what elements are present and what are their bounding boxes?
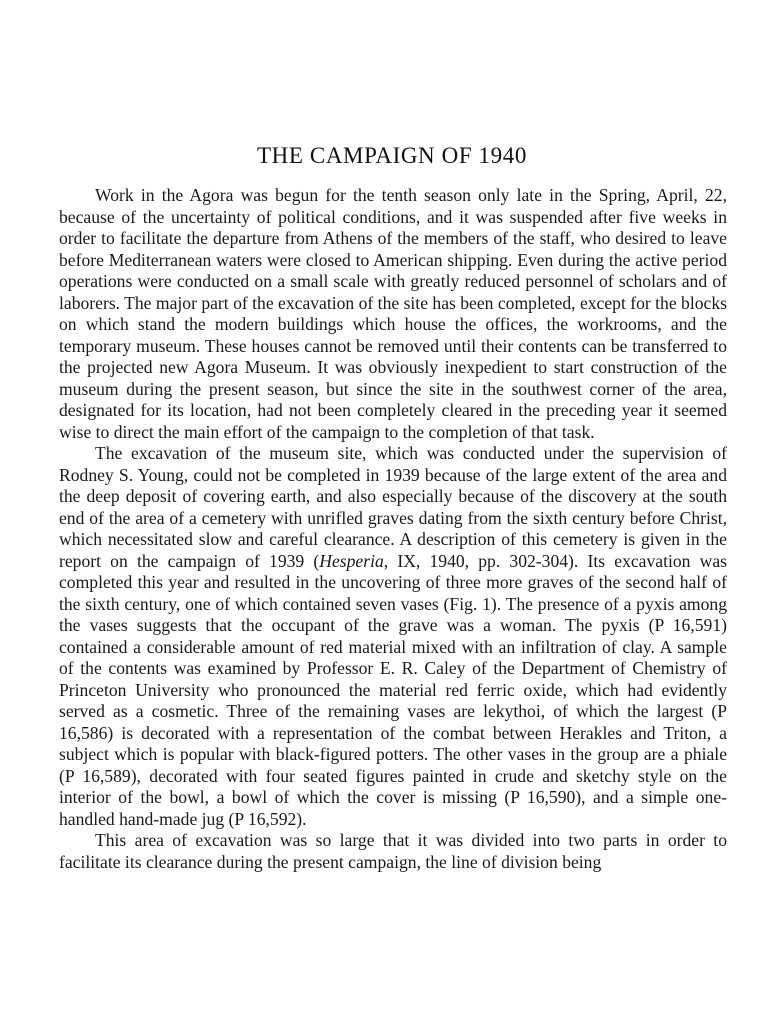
paragraph-1: Work in the Agora was begun for the tenth season only late in the Spring, April, 22, because of the uncertainty of political conditions, and it was suspended after five weeks in order to facilitate the departure from Athens of the members of the staff, who desired to leave before Mediterranean waters were closed to American shipping. Even during the active period operations were conducted on a small scale with greatly reduced personnel of scholars and of laborers. The major part of the excavation of the site has been completed, except for the blocks on which stand the modern buildings which house the offices, the workrooms, and the temporary museum. These houses cannot be removed until their contents can be transferred to the projected new Agora Museum. It was obviously inexpedient to start construction of the museum during the present season, but since the site in the southwest corner of the area, designated for its location, had not been completely cleared in the preceding year it seemed wise to direct the main effort of the campaign to the completion of that task.: [59, 185, 727, 442]
paragraph-3: This area of excavation was so large that it was divided into two parts in order to facilitate its clearance during the present campaign, the line of division being: [59, 830, 727, 872]
page-title: THE CAMPAIGN OF 1940: [257, 143, 527, 168]
paragraph-2: [59, 443, 727, 830]
paragraph-2-part-b: , IX, 1940, pp. 302-304). Its excavation was completed this year and resulted in the uncovering of three more graves of the second half of the sixth century, one of which contained seven vases (Fig. 1). The presence of a pyxis among the vases suggests that the occupant of the grave was a woman. The pyxis (P 16,591) contained a considerable amount of red material mixed with an infiltration of clay. A sample of the contents was examined by Professor E. R. Caley of the Department of Chemistry of Princeton University who pronounced the material red ferric oxide, which had evidently served as a cosmetic. Three of the remaining vases are lekythoi, of which the largest (P 16,586) is decorated with a representation of the combat between Herakles and Triton, a subject which is popular with black-figured potters. The other vases in the group are a phiale (P 16,589), decorated with four seated figures painted in crude and sketchy style on the interior of the bowl, a bowl of which the cover is missing (P 16,590), and a simple one-handled hand-made jug (P 16,592).: [59, 550, 727, 829]
journal-title: Hesperia: [319, 550, 384, 571]
paragraph-2-part-a: The excavation of the museum site, which was conducted under the supervision of Rodney S. Young, could not be completed in 1939 because of the large extent of the area and the deep deposit of covering earth, and also especially because of the discovery at the south end of the area of a cemetery with unrifled graves dating from the sixth century before Christ, which necessitated slow and careful clearance. A description of this cemetery is given in the report on the campaign of 1939 (: [59, 443, 727, 571]
body-text: [59, 185, 727, 873]
